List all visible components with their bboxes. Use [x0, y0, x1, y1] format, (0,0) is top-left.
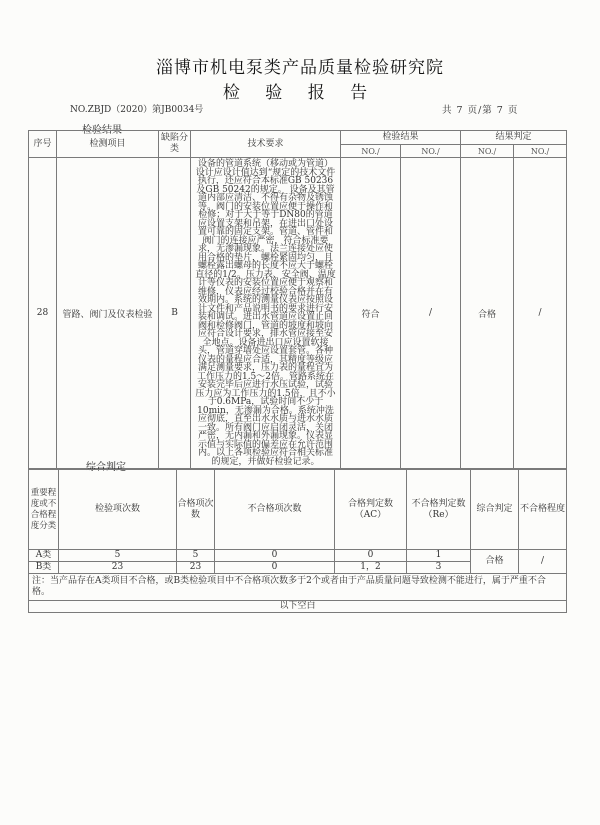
summary-table	[28, 469, 567, 613]
row-re: 3	[407, 562, 471, 574]
header-failure-degree: 不合格程度	[519, 470, 567, 550]
summary-note: 注：当产品存在A类项目不合格，或B类检验项目中不合格项次数多于2个或者由于产品质量问题导致检测不能进行，属于严重不合格。	[29, 574, 567, 601]
header-no-label: NO./	[341, 145, 401, 158]
report-title: 检 验 报 告	[222, 83, 378, 103]
header-requirement: 技术要求	[191, 131, 341, 158]
header-passed: 合格项次数	[177, 470, 215, 550]
row-seq: 28	[29, 158, 57, 469]
blank-below-notice: 以下空白	[29, 601, 567, 613]
row-inspected: 5	[59, 550, 177, 562]
header-importance: 重要程度或不合格程度分类	[29, 470, 59, 550]
row-result-no2: /	[401, 158, 461, 469]
failure-degree: /	[519, 550, 567, 574]
row-re: 1	[407, 550, 471, 562]
row-ac: 1，2	[335, 562, 407, 574]
header-judgement: 结果判定	[461, 131, 567, 145]
header-item: 检测项目	[57, 131, 159, 158]
header-ac: 合格判定数（AC）	[335, 470, 407, 550]
row-inspected: 23	[59, 562, 177, 574]
row-passed: 23	[177, 562, 215, 574]
header-seq: 序号	[29, 131, 57, 158]
institute-name: 淄博市机电泵类产品质量检验研究院	[156, 58, 444, 78]
row-ac: 0	[335, 550, 407, 562]
row-judgement-no2: /	[514, 158, 567, 469]
header-no-label: NO./	[401, 145, 461, 158]
row-passed: 5	[177, 550, 215, 562]
results-section-title: 检验结果	[82, 125, 122, 136]
header-re: 不合格判定数（Re）	[407, 470, 471, 550]
row-failed: 0	[215, 550, 335, 562]
header-defect-class: 缺陷分类	[159, 131, 191, 158]
row-item: 管路、阀门及仪表检验	[57, 158, 159, 469]
summary-section-title: 综合判定	[86, 462, 126, 473]
header-no-label: NO./	[461, 145, 514, 158]
results-table	[28, 130, 567, 469]
row-result: 符合	[341, 158, 401, 469]
header-no-label: NO./	[514, 145, 567, 158]
report-number: NO.ZBJD（2020）第JB0034号	[70, 105, 204, 115]
header-result: 检验结果	[341, 131, 461, 145]
overall-judgement: 合格	[471, 550, 519, 574]
row-requirement: 设备的管道系统（移动或为管道）设计应设计值达到“规定的技术文件执行，还应符合本标准GB 50236及GB 50242的规定。 设备及其管道内部应清洁、不得有杂物及锈蚀等。阀门的安装位置应便于操作和检修；对于大于等于DN80的管道应设置支架和吊架，在进出口处设置可靠的固定支架。管道、管件和阀门的连接应严密，符合标准要求，无渗漏现象。法兰连接处应使用合格的垫片，螺栓紧固均匀，且螺栓露出螺母的长度不应大于螺栓直径的1/2。压力表、安全阀、温度计等仪表的安装位置应便于观察和维修，仪表应经过校验合格并在有效期内。系统的测量仪表应按照设计文件和产品说明书的要求进行安装和调试。进出水管道应设置止回阀和检修阀门，管道的坡度和坡向应符合设计要求，排水管应接至安全地点。设备进出口应设置软接头，管道穿墙处应设置套管。各种仪表的量程应合适，其精度等级应满足测量要求，压力表的量程宜为工作压力的1.5～2倍。管路系统在安装完毕后应进行水压试验，试验压力应为工作压力的1.5倍，且不小于0.6MPa，试验时间不少于10min，无渗漏为合格。系统冲洗应彻底，直至出水水质与进水水质一致。所有阀门应启闭灵活，关闭严密，无内漏和外漏现象。仪表显示值与实际值的偏差应在允许范围内。以上各项检验应符合相关标准的规定，并做好检验记录。	[191, 158, 341, 469]
row-judgement: 合格	[461, 158, 514, 469]
row-class: A类	[29, 550, 59, 562]
header-overall: 综合判定	[471, 470, 519, 550]
header-failed: 不合格项次数	[215, 470, 335, 550]
header-inspected: 检验项次数	[59, 470, 177, 550]
row-failed: 0	[215, 562, 335, 574]
row-defect-class: B	[159, 158, 191, 469]
page-info: 共 7 页/第 7 页	[442, 105, 519, 116]
row-class: B类	[29, 562, 59, 574]
